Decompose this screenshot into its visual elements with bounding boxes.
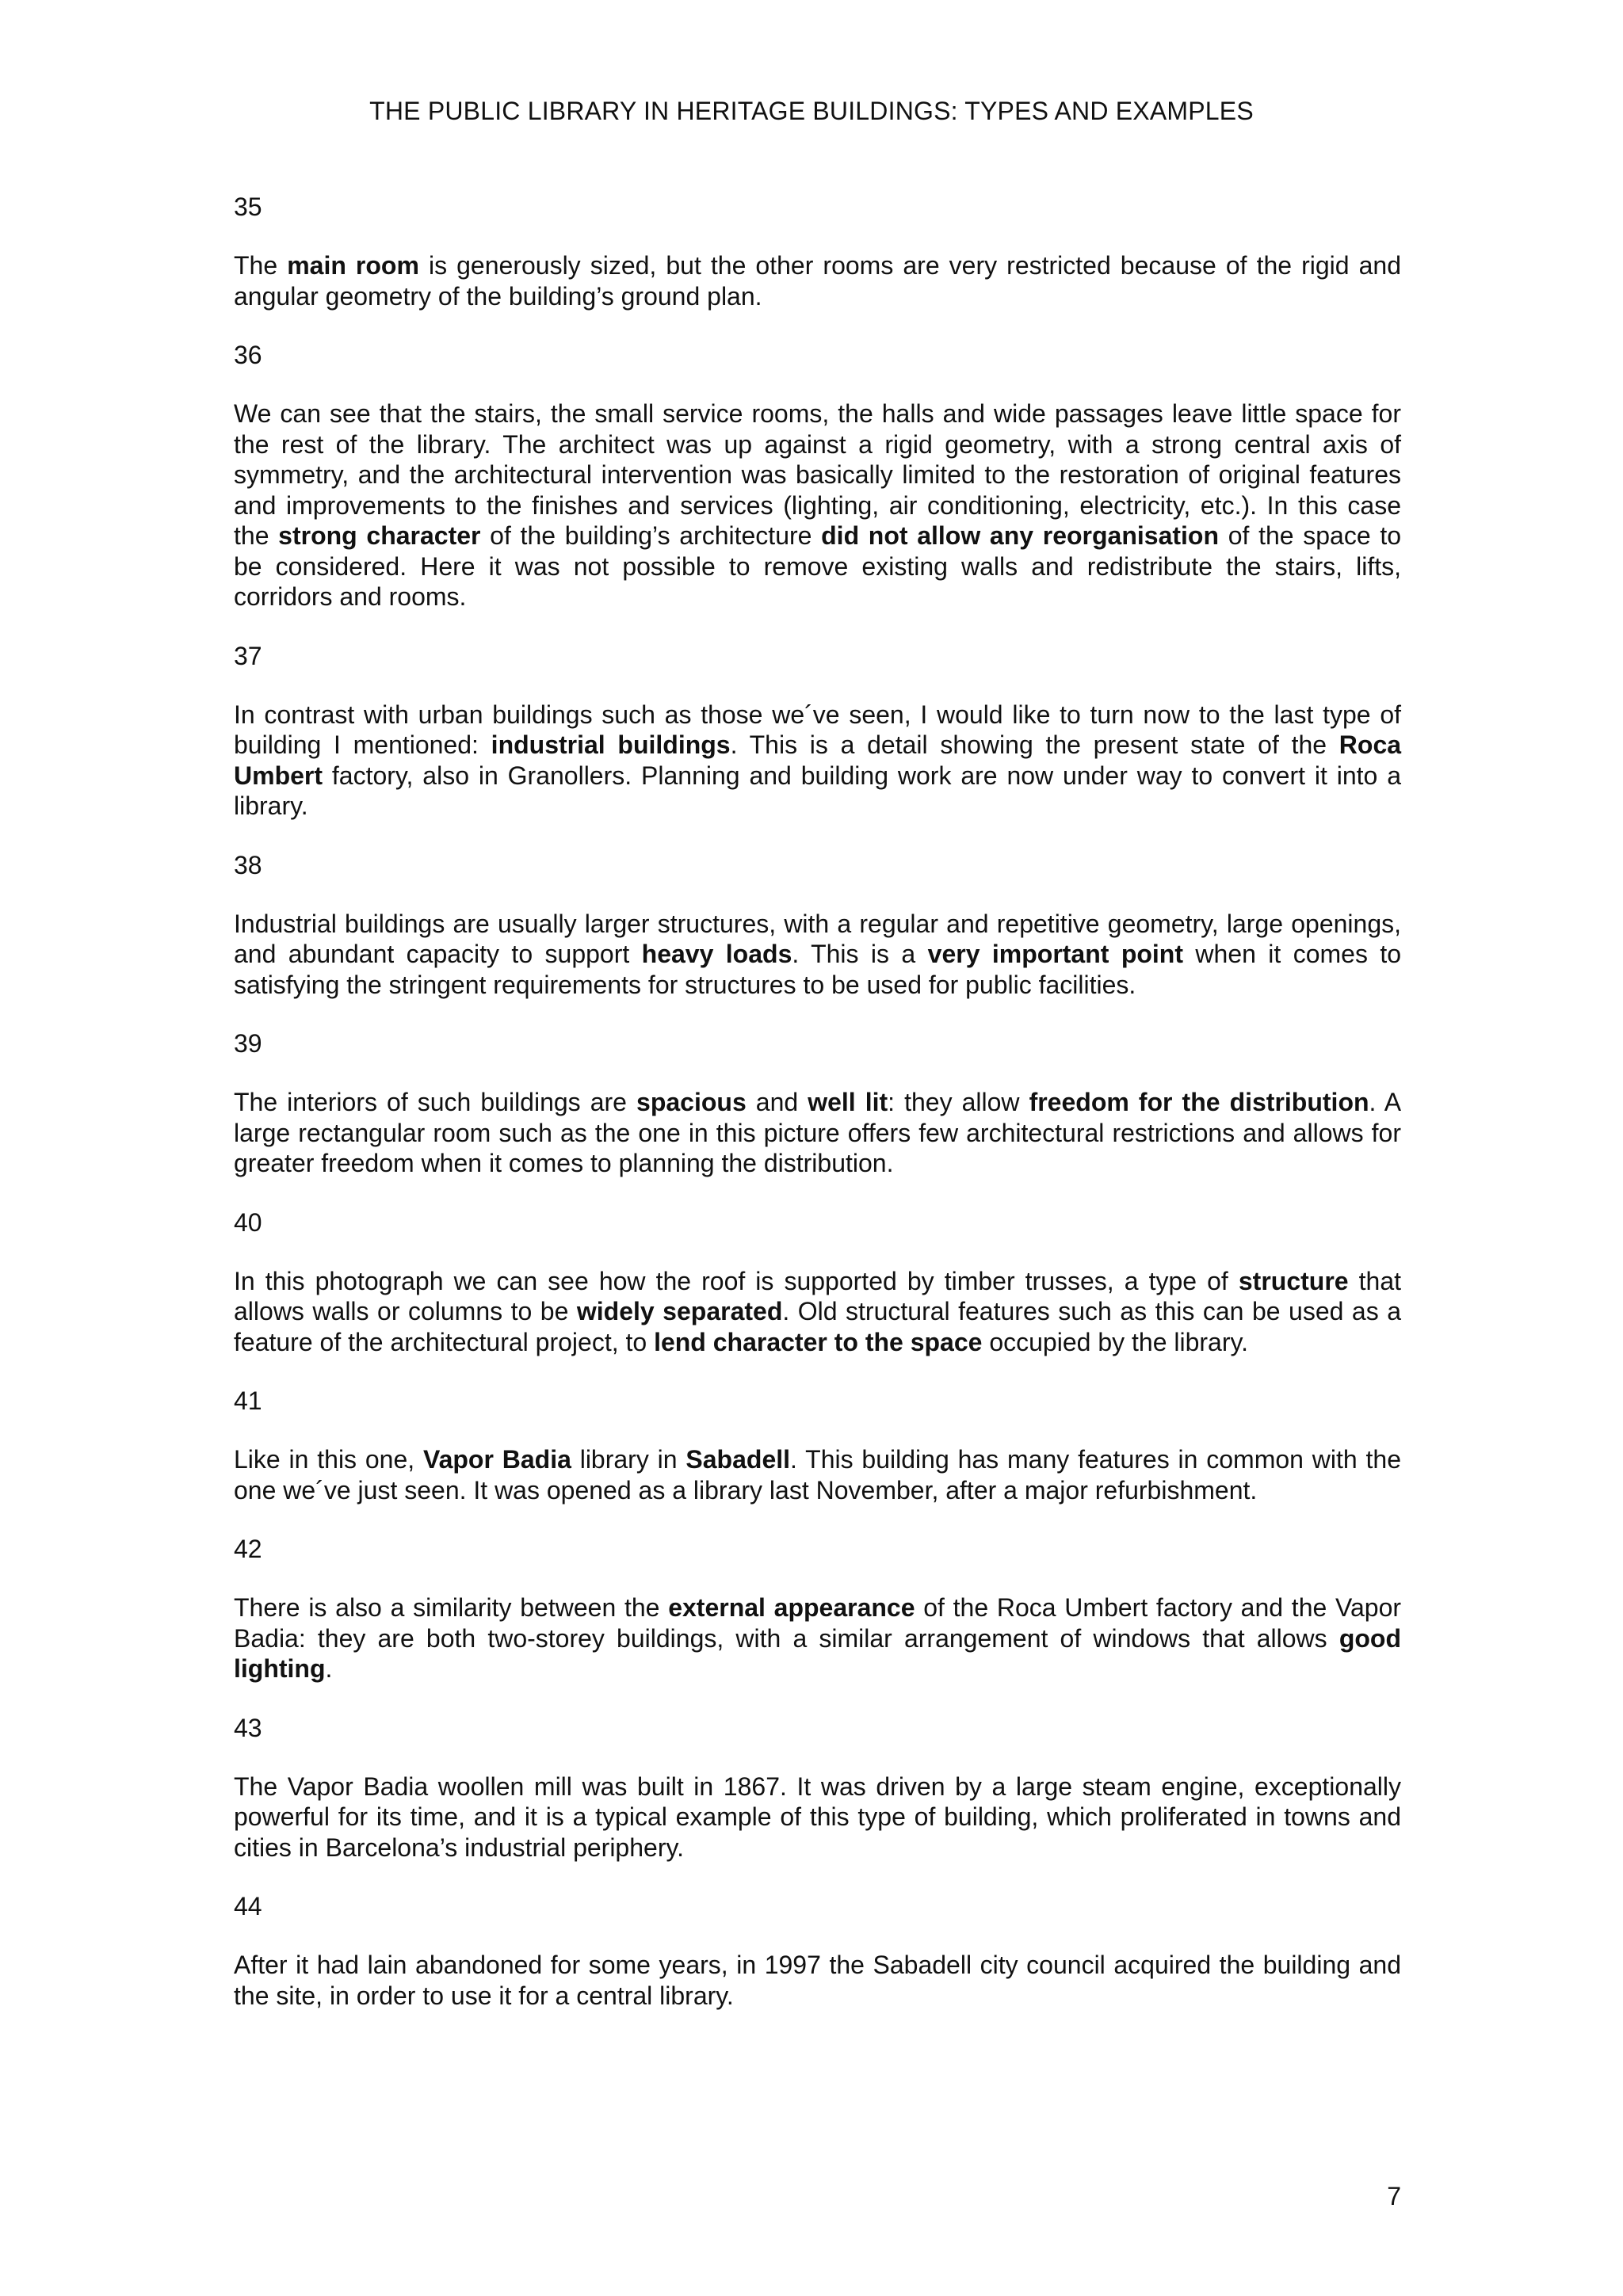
- text-run: In this photograph we can see how the roof is supported by timber trusses, a type of: [234, 1266, 1239, 1295]
- slide-number: 37: [234, 641, 262, 670]
- running-header: THE PUBLIC LIBRARY IN HERITAGE BUILDINGS: TYPES AND EXAMPLES: [369, 97, 1254, 125]
- slide-number: 35: [234, 193, 262, 221]
- bold-text-run: freedom for the distribution: [1029, 1088, 1369, 1116]
- text-run: . This is a detail showing the present state of the: [730, 730, 1339, 759]
- bold-text-run: Sabadell: [685, 1445, 791, 1474]
- text-run: In contrast with urban buildings such as those we´ve seen, I would like to turn now to the last type of building I mentioned:: [234, 700, 1401, 759]
- bold-text-run: main room: [287, 251, 419, 280]
- text-run: . A large rectangular room such as the one in this picture offers few architectural restrictions and allows for greater freedom when it comes to planning the distribution.: [234, 1088, 1402, 1177]
- text-run: Industrial buildings are usually larger structures, with a regular and repetitive geometry, large openings, and abundant capacity to support: [234, 909, 1401, 968]
- slide-number: 42: [234, 1535, 262, 1563]
- slide-number: 41: [234, 1386, 262, 1415]
- paragraph: [234, 700, 1401, 822]
- bold-text-run: Vapor Badia: [423, 1445, 571, 1474]
- paragraph: [234, 1444, 1401, 1505]
- text-run: The: [234, 251, 288, 280]
- text-run: : they allow: [888, 1088, 1029, 1116]
- text-run: . Old structural features such as this can be used as a feature of the architectural project, to: [234, 1297, 1402, 1356]
- paragraph: [234, 1087, 1401, 1179]
- paragraph: [234, 250, 1401, 311]
- section-44: [234, 1891, 1401, 2011]
- text-run: of the building’s architecture: [480, 521, 822, 550]
- text-run: and: [746, 1088, 808, 1116]
- paragraph: [234, 1266, 1401, 1358]
- bold-text-run: lend character to the space: [654, 1327, 983, 1356]
- section-43: [234, 1713, 1401, 1863]
- bold-text-run: strong character: [278, 521, 481, 550]
- text-run: We can see that the stairs, the small service rooms, the halls and wide passages leave little space for the rest of the library. The architect was up against a rigid geometry, with a strong central axis of symmetry, and the architectural intervention was basically limited to the restoration of original features and improvements to the finishes and services (lighting, air conditioning, electricity, etc.). In this case the: [234, 399, 1401, 550]
- bold-text-run: heavy loads: [641, 940, 792, 968]
- slide-number: 43: [234, 1713, 262, 1742]
- text-run: There is also a similarity between the: [234, 1593, 669, 1622]
- text-run: . This building has many features in common with the one we´ve just seen. It was opened as a library last November, after a major refurbishment.: [234, 1445, 1402, 1505]
- section-35: [234, 192, 1401, 311]
- text-run: of the Roca Umbert factory and the Vapor Badia: they are both two-storey buildings, with a similar arrangement of windows that allows: [234, 1593, 1402, 1653]
- text-run: The Vapor Badia woollen mill was built in 1867. It was driven by a large steam engine, exceptionally powerful for its time, and it is a typical example of this type of building, which proliferated in towns and cities in Barcelona’s industrial periphery.: [234, 1772, 1401, 1862]
- bold-text-run: did not allow any reorganisation: [821, 521, 1220, 550]
- paragraph: [234, 1950, 1401, 2011]
- bold-text-run: Roca Umbert: [234, 730, 1402, 790]
- text-run: when it comes to satisfying the stringent requirements for structures to be used for public facilities.: [234, 940, 1402, 999]
- bold-text-run: structure: [1238, 1266, 1349, 1295]
- bold-text-run: spacious: [636, 1088, 747, 1116]
- text-run: The interiors of such buildings are: [234, 1088, 637, 1116]
- section-38: [234, 850, 1401, 1001]
- slide-number: 40: [234, 1207, 262, 1237]
- paragraph: [234, 399, 1401, 612]
- text-run: is generously sized, but the other rooms are very restricted because of the rigid and angular geometry of the building’s ground plan.: [234, 251, 1401, 311]
- bold-text-run: well lit: [808, 1088, 888, 1116]
- text-run: factory, also in Granollers. Planning and building work are now under way to convert it into a library.: [234, 761, 1401, 820]
- text-run: After it had lain abandoned for some years, in 1997 the Sabadell city council acquired the building and the site, in order to use it for a central library.: [234, 1951, 1401, 2010]
- paragraph: [234, 1592, 1401, 1684]
- bold-text-run: widely separated: [576, 1297, 783, 1325]
- document-body: [234, 192, 1401, 2039]
- section-39: [234, 1028, 1401, 1179]
- text-run: of the space to be considered. Here it was not possible to remove existing walls and redistribute the stairs, lifts, corridors and rooms.: [234, 521, 1402, 611]
- slide-number: 44: [234, 1892, 262, 1920]
- slide-number: 38: [234, 850, 262, 879]
- text-run: . This is a: [792, 940, 928, 968]
- section-36: [234, 340, 1401, 612]
- text-run: library in: [571, 1445, 686, 1474]
- section-42: [234, 1534, 1401, 1684]
- bold-text-run: industrial buildings: [491, 730, 731, 759]
- section-41: [234, 1386, 1401, 1505]
- text-run: Like in this one,: [234, 1445, 423, 1474]
- bold-text-run: good lighting: [234, 1623, 1401, 1683]
- paragraph: [234, 1772, 1401, 1863]
- text-run: that allows walls or columns to be: [234, 1266, 1402, 1325]
- text-run: .: [325, 1654, 333, 1683]
- slide-number: 39: [234, 1029, 262, 1058]
- section-37: [234, 641, 1401, 822]
- section-40: [234, 1207, 1401, 1358]
- bold-text-run: external appearance: [668, 1593, 915, 1622]
- bold-text-run: very important point: [927, 940, 1184, 968]
- page-number: 7: [1387, 2182, 1401, 2210]
- paragraph: [234, 909, 1401, 1001]
- slide-number: 36: [234, 341, 262, 369]
- text-run: occupied by the library.: [982, 1327, 1249, 1356]
